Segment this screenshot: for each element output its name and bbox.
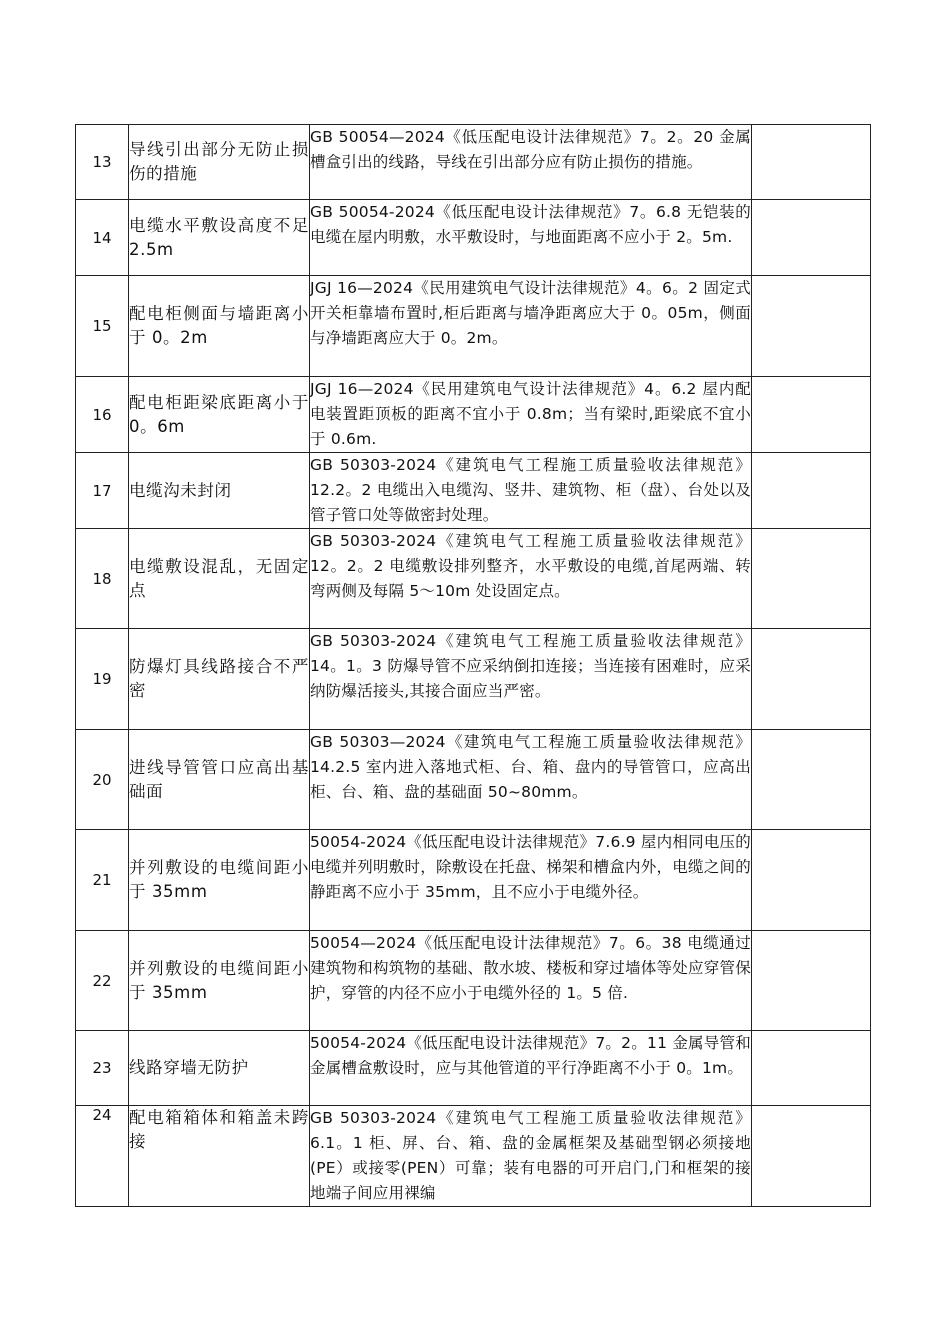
row-number: 22 xyxy=(76,931,129,1031)
regulation-basis: JGJ 16—2024《民用建筑电气设计法律规范》4。6.2 屋内配电装置距顶板的距离不宜小于 0.8m；当有梁时,距梁底不宜小于 0.6m. xyxy=(310,377,752,453)
regulation-basis: GB 50054—2024《低压配电设计法律规范》7。2。20 金属槽盒引出的线路，导线在引出部分应有防止损伤的措施。 xyxy=(310,125,752,200)
issue-description: 并列敷设的电缆间距小于 35mm xyxy=(129,830,310,931)
table-row xyxy=(76,377,871,453)
remark-cell xyxy=(752,730,871,830)
table-row xyxy=(76,730,871,830)
regulation-basis: GB 50303-2024《建筑电气工程施工质量验收法律规范》6.1。1 柜、屏、台、箱、盘的金属框架及基础型钢必须接地(PE）或接零(PEN）可靠；装有电器的可开启门,门和框架的接地端子间应用裸编 xyxy=(310,1106,752,1207)
row-number: 24 xyxy=(76,1106,129,1207)
regulation-basis: GB 50054-2024《低压配电设计法律规范》7。6.8 无铠装的电缆在屋内明敷，水平敷设时，与地面距离不应小于 2。5m. xyxy=(310,200,752,276)
regulation-basis: 50054-2024《低压配电设计法律规范》7.6.9 屋内相同电压的电缆并列明敷时，除敷设在托盘、梯架和槽盒内外，电缆之间的静距离不应小于 35mm，且不应小于电缆外径。 xyxy=(310,830,752,931)
row-number: 16 xyxy=(76,377,129,453)
remark-cell xyxy=(752,200,871,276)
regulation-basis: JGJ 16—2024《民用建筑电气设计法律规范》4。6。2 固定式开关柜靠墙布置时,柜后距离与墙净距离应大于 0。05m，侧面与净墙距离应大于 0。2m。 xyxy=(310,276,752,377)
table-row xyxy=(76,830,871,931)
remark-cell xyxy=(752,1106,871,1207)
row-number: 20 xyxy=(76,730,129,830)
table-row xyxy=(76,1031,871,1106)
regulation-table xyxy=(75,124,871,1207)
table-row xyxy=(76,276,871,377)
table-row xyxy=(76,200,871,276)
issue-description: 配电箱箱体和箱盖未跨接 xyxy=(129,1106,310,1207)
remark-cell xyxy=(752,377,871,453)
row-number: 19 xyxy=(76,629,129,730)
issue-description: 导线引出部分无防止损伤的措施 xyxy=(129,125,310,200)
regulation-basis: GB 50303-2024《建筑电气工程施工质量验收法律规范》14。1。3 防爆导管不应采纳倒扣连接；当连接有困难时，应采纳防爆活接头,其接合面应当严密。 xyxy=(310,629,752,730)
row-number: 14 xyxy=(76,200,129,276)
table-row xyxy=(76,125,871,200)
row-number: 15 xyxy=(76,276,129,377)
regulation-basis: 50054-2024《低压配电设计法律规范》7。2。11 金属导管和金属槽盒敷设时，应与其他管道的平行净距离不小于 0。1m。 xyxy=(310,1031,752,1106)
table-row xyxy=(76,629,871,730)
issue-description: 电缆敷设混乱，无固定点 xyxy=(129,529,310,629)
issue-description: 配电柜距梁底距离小于 0。6m xyxy=(129,377,310,453)
row-number: 23 xyxy=(76,1031,129,1106)
table-row xyxy=(76,453,871,529)
regulation-basis: GB 50303-2024《建筑电气工程施工质量验收法律规范》12。2。2 电缆敷设排列整齐，水平敷设的电缆,首尾两端、转弯两侧及每隔 5～10m 处设固定点。 xyxy=(310,529,752,629)
issue-description: 电缆水平敷设高度不足 2.5m xyxy=(129,200,310,276)
issue-description: 线路穿墙无防护 xyxy=(129,1031,310,1106)
issue-description: 并列敷设的电缆间距小于 35mm xyxy=(129,931,310,1031)
remark-cell xyxy=(752,1031,871,1106)
remark-cell xyxy=(752,529,871,629)
remark-cell xyxy=(752,276,871,377)
issue-description: 进线导管管口应高出基础面 xyxy=(129,730,310,830)
remark-cell xyxy=(752,453,871,529)
table-row xyxy=(76,529,871,629)
issue-description: 防爆灯具线路接合不严密 xyxy=(129,629,310,730)
regulation-basis: 50054—2024《低压配电设计法律规范》7。6。38 电缆通过建筑物和构筑物的基础、散水坡、楼板和穿过墙体等处应穿管保护，穿管的内径不应小于电缆外径的 1。5 倍. xyxy=(310,931,752,1031)
table-row xyxy=(76,931,871,1031)
remark-cell xyxy=(752,629,871,730)
issue-description: 配电柜侧面与墙距离小于 0。2m xyxy=(129,276,310,377)
row-number: 17 xyxy=(76,453,129,529)
remark-cell xyxy=(752,125,871,200)
row-number: 18 xyxy=(76,529,129,629)
row-number: 21 xyxy=(76,830,129,931)
table-row xyxy=(76,1106,871,1207)
remark-cell xyxy=(752,931,871,1031)
regulation-basis: GB 50303-2024《建筑电气工程施工质量验收法律规范》12.2。2 电缆出入电缆沟、竖井、建筑物、柜（盘）、台处以及管子管口处等做密封处理。 xyxy=(310,453,752,529)
issue-description: 电缆沟未封闭 xyxy=(129,453,310,529)
row-number: 13 xyxy=(76,125,129,200)
remark-cell xyxy=(752,830,871,931)
regulation-basis: GB 50303—2024《建筑电气工程施工质量验收法律规范》14.2.5 室内进入落地式柜、台、箱、盘内的导管管口，应高出柜、台、箱、盘的基础面 50~80mm。 xyxy=(310,730,752,830)
